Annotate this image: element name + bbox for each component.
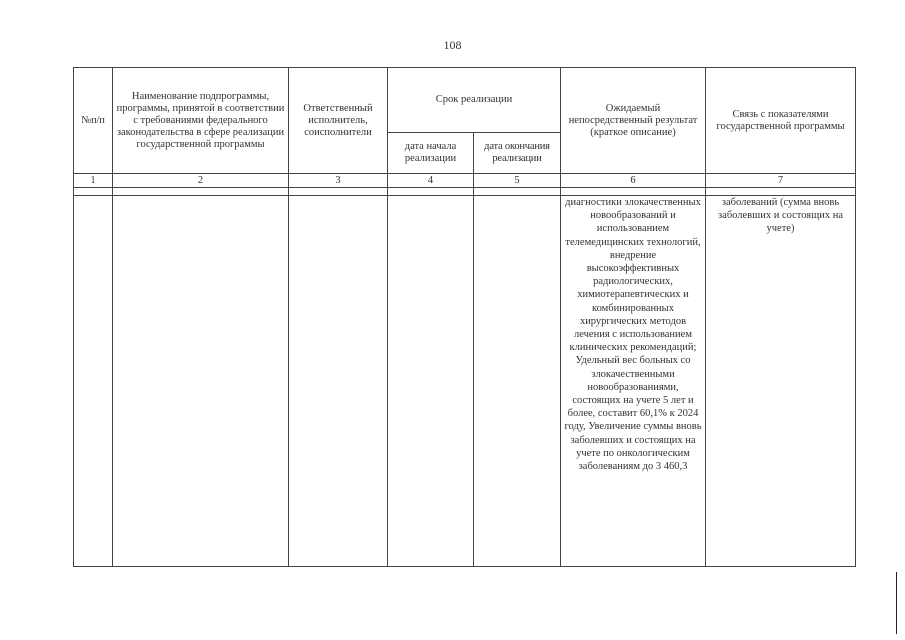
row-number-cell bbox=[74, 196, 113, 567]
column-number: 5 bbox=[474, 174, 561, 188]
row-subprogram-cell bbox=[113, 196, 289, 567]
column-number-row bbox=[74, 174, 856, 188]
header-indicators-link: Связь с показателями государственной программы bbox=[706, 68, 856, 174]
spacer-cell bbox=[113, 188, 289, 196]
column-number: 7 bbox=[706, 174, 856, 188]
header-period: Срок реализации bbox=[388, 68, 561, 133]
spacer-cell bbox=[706, 188, 856, 196]
row-indicators-link-cell: заболеваний (сумма вновь заболевших и состоящих на учете) bbox=[706, 196, 856, 567]
spacer-cell bbox=[474, 188, 561, 196]
column-number: 1 bbox=[74, 174, 113, 188]
program-table bbox=[73, 67, 856, 567]
column-number: 4 bbox=[388, 174, 474, 188]
spacer-cell bbox=[289, 188, 388, 196]
spacer-cell bbox=[74, 188, 113, 196]
header-subprogram-name: Наименование подпрограммы, программы, принятой в соответствии с требованиями федерального законодательства в сфере реализации государственной программы bbox=[113, 68, 289, 174]
row-expected-result-cell: диагностики злокачественных новообразований и использованием телемедицинских технологий, внедрение высокоэффективных радиологических, химиотерапевтических и комбинированных хирургических методов лечения с использованием клинических рекомендаций; Удельный вес больных со злокачественными новообразованиями, состоящих на учете 5 лет и более, составит 60,1% к 2024 году, Увеличение суммы вновь заболевших и состоящих на учете по онкологическим заболеваниям до 3 460,3 bbox=[561, 196, 706, 567]
column-number: 6 bbox=[561, 174, 706, 188]
spacer-cell bbox=[388, 188, 474, 196]
header-responsible: Ответственный исполнитель, соисполнители bbox=[289, 68, 388, 174]
row-responsible-cell bbox=[289, 196, 388, 567]
header-expected-result: Ожидаемый непосредственный результат (краткое описание) bbox=[561, 68, 706, 174]
table-row bbox=[74, 196, 856, 567]
row-start-date-cell bbox=[388, 196, 474, 567]
header-end-date: дата окончания реализации bbox=[474, 133, 561, 174]
spacer-cell bbox=[561, 188, 706, 196]
row-end-date-cell bbox=[474, 196, 561, 567]
spacer-row bbox=[74, 188, 856, 196]
column-number: 3 bbox=[289, 174, 388, 188]
column-number: 2 bbox=[113, 174, 289, 188]
page-number: 108 bbox=[443, 38, 462, 52]
scan-edge-mark bbox=[896, 572, 897, 634]
header-number: №п/п bbox=[74, 68, 113, 174]
header-start-date: дата начала реализации bbox=[388, 133, 474, 174]
header-row-1 bbox=[74, 68, 856, 133]
